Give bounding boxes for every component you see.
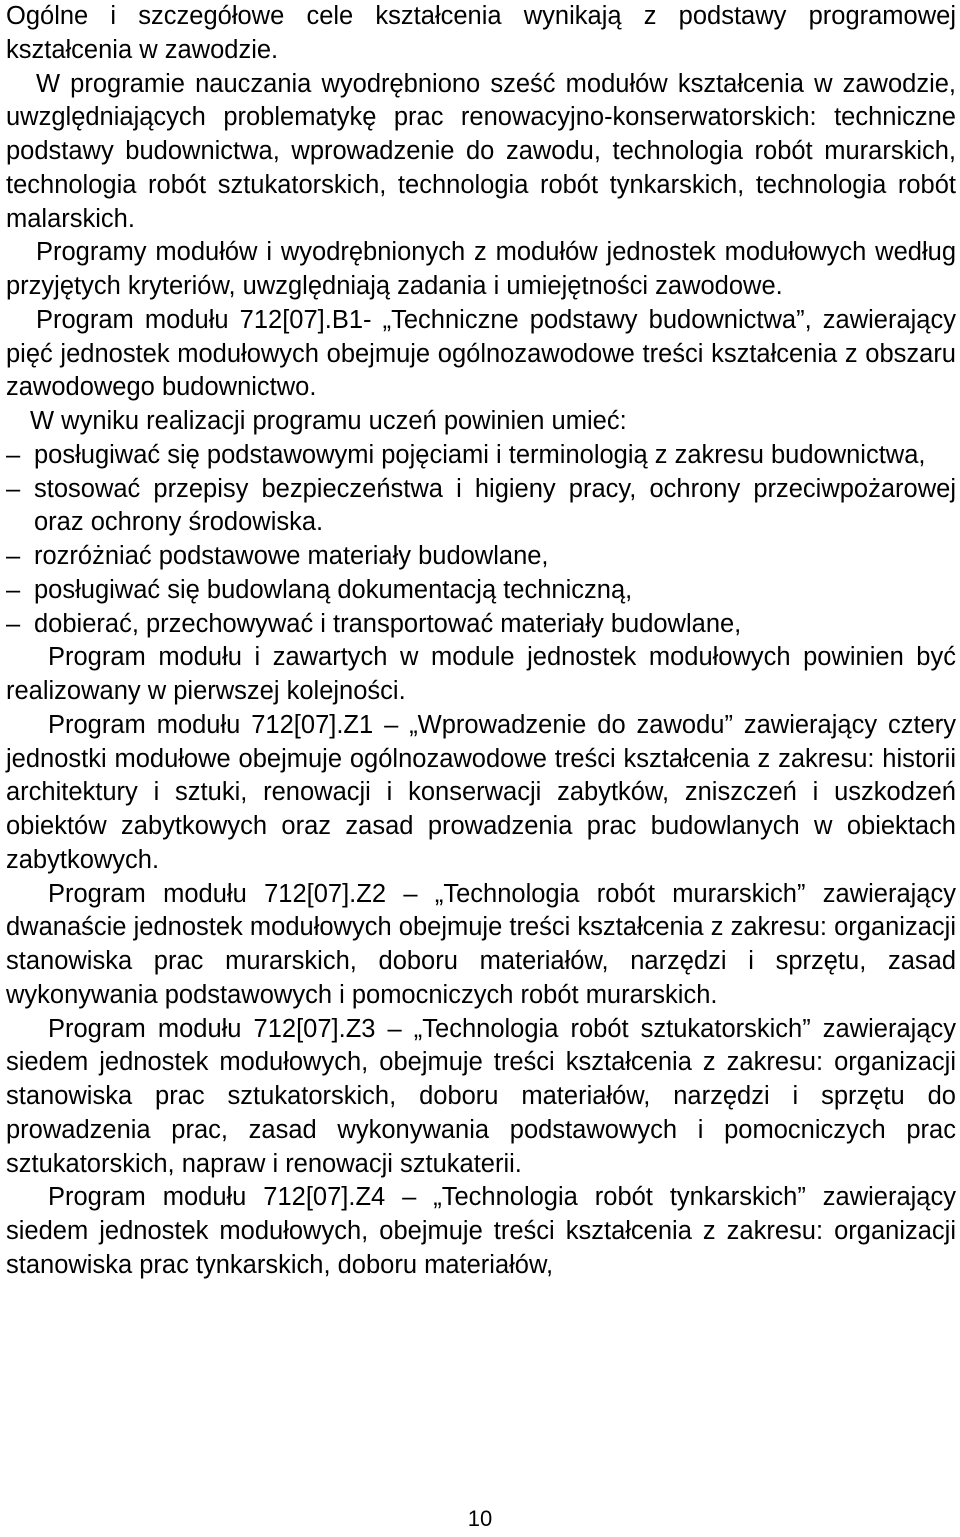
list-item-text: rozróżniać podstawowe materiały budowlane, (34, 542, 549, 570)
paragraph-module-order: Program modułu i zawartych w module jednostek modułowych powinien być realizowany w pierwszej kolejności. (6, 643, 956, 705)
list-item (6, 540, 956, 574)
paragraph-modules-overview: W programie nauczania wyodrębniono sześć modułów kształcenia w zawodzie, uwzględniających problematykę prac renowacyjno-konserwatorskich: techniczne podstawy budownictwa, wprowadzenie do zawodu, technologia robót murarskich, technologia robót sztukatorskich, technologia robót tynkarskich, technologia robót malarskich. (6, 69, 956, 233)
paragraph-module-z4: Program modułu 712[07].Z4 – „Technologia robót tynkarskich” zawierający siedem jednostek modułowych, obejmuje treści kształcenia z zakresu: organizacji stanowiska prac tynkarskich, doboru materiałów, (6, 1183, 956, 1279)
paragraph-module-z3: Program modułu 712[07].Z3 – „Technologia robót sztukatorskich” zawierający siedem jednostek modułowych, obejmuje treści kształcenia z zakresu: organizacji stanowiska prac sztukatorskich, doboru materiałów, narzędzi i sprzętu do prowadzenia prac, zasad wykonywania podstawowych i pomocniczych prac sztukatorskich, napraw i renowacji sztukaterii. (6, 1014, 956, 1178)
list-item-text: stosować przepisy bezpieczeństwa i higieny pracy, ochrony przeciwpożarowej oraz ochrony środowiska. (34, 474, 956, 537)
body-text (6, 0, 956, 1283)
paragraph-module-z2: Program modułu 712[07].Z2 – „Technologia robót murarskich” zawierający dwanaście jednostek modułowych obejmuje treści kształcenia z zakresu: organizacji stanowiska prac murarskich, doboru materiałów, narzędzi i sprzętu, zasad wykonywania podstawowych i pomocniczych robót murarskich. (6, 879, 956, 1009)
dash-bullet: – (6, 474, 21, 503)
paragraph-learning-outcomes-intro: W wyniku realizacji programu uczeń powinien umieć: (30, 407, 627, 435)
page-number: 10 (467, 1506, 493, 1531)
dash-bullet: – (6, 609, 21, 638)
paragraph-module-b1: Program modułu 712[07].B1- „Techniczne podstawy budownictwa”, zawierający pięć jednostek modułowych obejmuje ogólnozawodowe treści kształcenia z obszaru zawodowego budownictwo. (6, 305, 956, 402)
list-item-text: posługiwać się podstawowymi pojęciami i terminologią z zakresu budownictwa, (34, 440, 926, 469)
list-item-text: posługiwać się budowlaną dokumentacją techniczną, (34, 575, 633, 604)
paragraph-goals: Ogólne i szczegółowe cele kształcenia wynikają z podstawy programowej kształcenia w zawodzie. (6, 2, 956, 64)
list-item (6, 608, 956, 642)
dash-bullet: – (6, 542, 21, 570)
dash-bullet: – (6, 575, 21, 604)
list-item (6, 439, 956, 473)
paragraph-module-z1: Program modułu 712[07].Z1 – „Wprowadzenie do zawodu” zawierający cztery jednostki modułowe obejmuje ogólnozawodowe treści kształcenia z zakresu: historii architektury i sztuki, renowacji i konserwacji zabytków, zniszczeń i uszkodzeń obiektów zabytkowych oraz zasad prowadzenia prac budowlanych w obiektach zabytkowych. (6, 710, 956, 874)
list-item-text: dobierać, przechowywać i transportować materiały budowlane, (34, 609, 742, 638)
list-item (6, 473, 956, 541)
dash-bullet: – (6, 440, 21, 469)
list-item (6, 574, 956, 608)
paragraph-module-programs: Programy modułów i wyodrębnionych z modułów jednostek modułowych według przyjętych kryteriów, uwzględniają zadania i umiejętności zawodowe. (6, 238, 956, 300)
